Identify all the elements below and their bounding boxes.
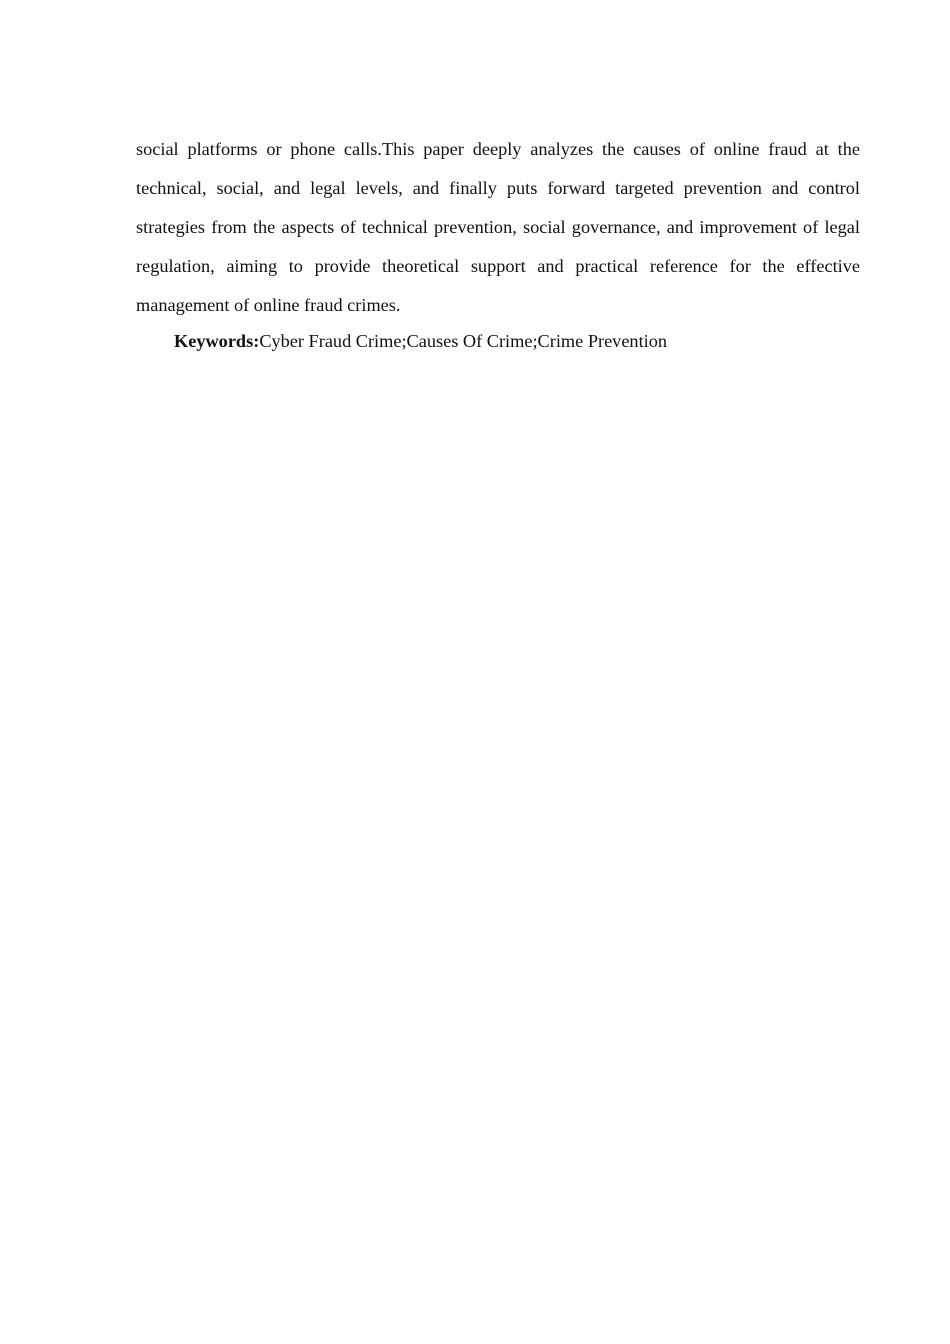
keywords-label: Keywords: [174,331,260,351]
keywords-value: Cyber Fraud Crime;Causes Of Crime;Crime Prevention [259,331,668,351]
keywords-line [136,323,860,359]
page-content [136,130,860,359]
abstract-paragraph: social platforms or phone calls.This paper deeply analyzes the causes of online fraud at the technical, social, and legal levels, and finally puts forward targeted prevention and control strategies from the aspects of technical prevention, social governance, and improvement of legal regulation, aiming to provide theoretical support and practical reference for the effective management of online fraud crimes. [136,139,860,315]
